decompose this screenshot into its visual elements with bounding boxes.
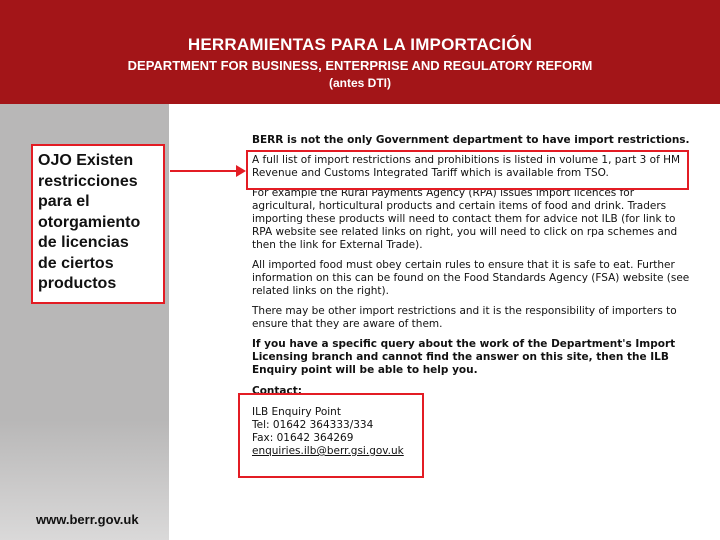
footer-url[interactable]: www.berr.gov.uk <box>36 512 139 527</box>
page-title: HERRAMIENTAS PARA LA IMPORTACIÓN <box>187 35 533 54</box>
content-paragraph-tariff: A full list of import restrictions and prohibitions is listed in volume 1, part 3 of HM Revenue and Customs Integrated Tariff which is available from TSO. <box>252 154 681 179</box>
note-line: de licencias <box>38 234 129 251</box>
contact-heading: Contact: <box>252 385 302 397</box>
note-line: productos <box>38 275 117 292</box>
contact-email-link[interactable]: enquiries.ilb@berr.gsi.gov.uk <box>252 445 404 457</box>
note-line: OJO Existen <box>38 152 134 169</box>
note-line: otorgamiento <box>38 213 141 231</box>
content-paragraph-query: If you have a specific query about the work of the Department's Import Licensing branch and cannot find the answer on this site, then the ILB Enquiry point will be able to help you. <box>252 338 676 376</box>
contact-fax: Fax: 01642 364269 <box>252 432 354 444</box>
content-paragraph-rpa: For example the Rural Payments Agency (RPA) issues import licences for agricultural, horticultural products and certain items of food and drink. Traders importing these products will need to contact them for advice not ILB (for link to RPA website see related links on right, you will need to click on rpa schemes and then the link for External Trade). <box>252 187 678 251</box>
page-subtitle-note: (antes DTI) <box>328 76 391 90</box>
content-paragraph-fsa: All imported food must obey certain rules to ensure that it is safe to eat. Further information on this can be found on the Food Standards Agency (FSA) website (see related links on the right). <box>252 259 690 297</box>
header-banner <box>0 0 720 104</box>
content-heading: BERR is not the only Government department to have import restrictions. <box>252 134 690 146</box>
contact-tel: Tel: 01642 364333/334 <box>252 419 374 431</box>
note-line: de ciertos <box>38 254 114 272</box>
note-line: restricciones <box>38 172 138 190</box>
note-line: para el <box>38 193 90 210</box>
highlight-box-contact <box>238 393 424 478</box>
contact-name: ILB Enquiry Point <box>252 406 341 418</box>
highlight-box-tariff <box>246 150 689 190</box>
page-subtitle: DEPARTMENT FOR BUSINESS, ENTERPRISE AND REGULATORY REFORM <box>127 58 593 73</box>
content-paragraph-other: There may be other import restrictions and it is the responsibility of importers to ensure that they are aware of them. <box>252 305 677 330</box>
arrow-right-icon <box>170 150 250 180</box>
note-box <box>31 144 165 304</box>
